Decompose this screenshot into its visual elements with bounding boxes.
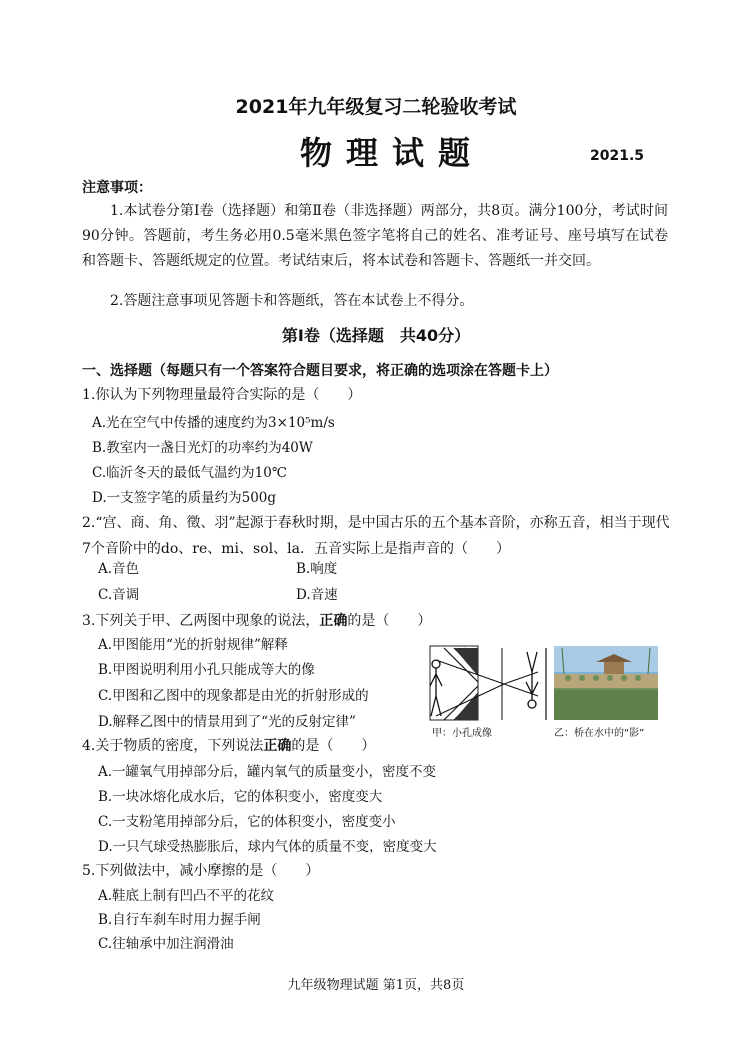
section-title: 第Ⅰ卷（选择题 共40分） xyxy=(281,326,471,345)
q3-emphasis: 正确 xyxy=(319,613,348,629)
pinhole-diagram xyxy=(414,644,660,724)
q4-emphasis: 正确 xyxy=(263,738,292,754)
q4-stem: 4.关于物质的密度，下列说法正确的是（ ） xyxy=(82,738,376,754)
exam-date: 2021.5 xyxy=(590,148,645,164)
page-footer: 九年级物理试题 第1页，共8页 xyxy=(287,978,465,993)
q3-caption-left: 甲：小孔成像 xyxy=(432,728,492,739)
bridge-photo xyxy=(554,646,658,720)
q4-option-a: A.一罐氧气用掉部分后，罐内氧气的质量变小，密度不变 xyxy=(98,764,437,780)
exam-title: 2021年九年级复习二轮验收考试 xyxy=(235,96,517,118)
q5-option-a: A.鞋底上制有凹凸不平的花纹 xyxy=(98,888,275,904)
notice-item-2: 2.答题注意事项见答题卡和答题纸，答在本试卷上不得分。 xyxy=(110,293,474,309)
q1-option-c: C.临沂冬天的最低气温约为10℃ xyxy=(92,465,287,481)
q2-option-b: B.响度 xyxy=(296,561,338,577)
q4-option-c: C.一支粉笔用掉部分后，它的体积变小，密度变小 xyxy=(98,814,396,830)
q1-option-d: D.一支签字笔的质量约为500g xyxy=(92,490,277,506)
q5-option-c: C.往轴承中加注润滑油 xyxy=(98,936,234,952)
q2-stem: 2.“宫、商、角、徵、羽”起源于春秋时期，是中国古乐的五个基本音阶，亦称五音，相当于现代7个音阶中的do、re、mi、sol、la．五音实际上是指声音的（ ） xyxy=(82,515,670,557)
q1-stem: 1.你认为下列物理量最符合实际的是（ ） xyxy=(82,387,362,403)
q3-option-a: A.甲图能用“光的折射规律”解释 xyxy=(98,637,288,653)
q5-stem: 5.下列做法中，减小摩擦的是（ ） xyxy=(82,863,320,879)
q1-option-a: A.光在空气中传播的速度约为3×10⁵m/s xyxy=(92,415,335,431)
subject-title: 物理试题 xyxy=(300,134,485,172)
notice-item-1: 1.本试卷分第Ⅰ卷（选择题）和第Ⅱ卷（非选择题）两部分，共8页。满分100分，考试时间90分钟。答题前，考生务必用0.5毫米黑色签字笔将自己的姓名、准考证号、座号填写在试卷和答题卡、答题纸规定的位置。考试结束后，将本试卷和答题卡、答题纸一并交回。 xyxy=(82,203,668,269)
q5-option-b: B.自行车刹车时用力握手闸 xyxy=(98,912,261,928)
q3-option-c: C.甲图和乙图中的现象都是由光的折射形成的 xyxy=(98,688,369,704)
part-heading: 一、选择题（每题只有一个答案符合题目要求，将正确的选项涂在答题卡上） xyxy=(82,363,558,379)
q1-option-b: B.教室内一盏日光灯的功率约为40W xyxy=(92,440,313,456)
q3-caption-right: 乙：桥在水中的“影” xyxy=(554,728,645,739)
q2-option-a: A.音色 xyxy=(98,561,140,577)
q3-stem: 3.下列关于甲、乙两图中现象的说法，正确的是（ ） xyxy=(82,613,432,629)
q3-option-d: D.解释乙图中的情景用到了“光的反射定律” xyxy=(98,714,356,730)
q3-option-b: B.甲图说明利用小孔只能成等大的像 xyxy=(98,662,315,678)
q4-option-b: B.一块冰熔化成水后，它的体积变小，密度变大 xyxy=(98,789,383,805)
notice-heading: 注意事项： xyxy=(82,180,152,196)
q4-option-d: D.一只气球受热膨胀后，球内气体的质量不变，密度变大 xyxy=(98,839,437,855)
q3-figure xyxy=(414,644,660,740)
q2-option-c: C.音调 xyxy=(98,587,140,603)
inverted-person-icon xyxy=(526,652,538,708)
q2-option-d: D.音速 xyxy=(296,587,338,603)
